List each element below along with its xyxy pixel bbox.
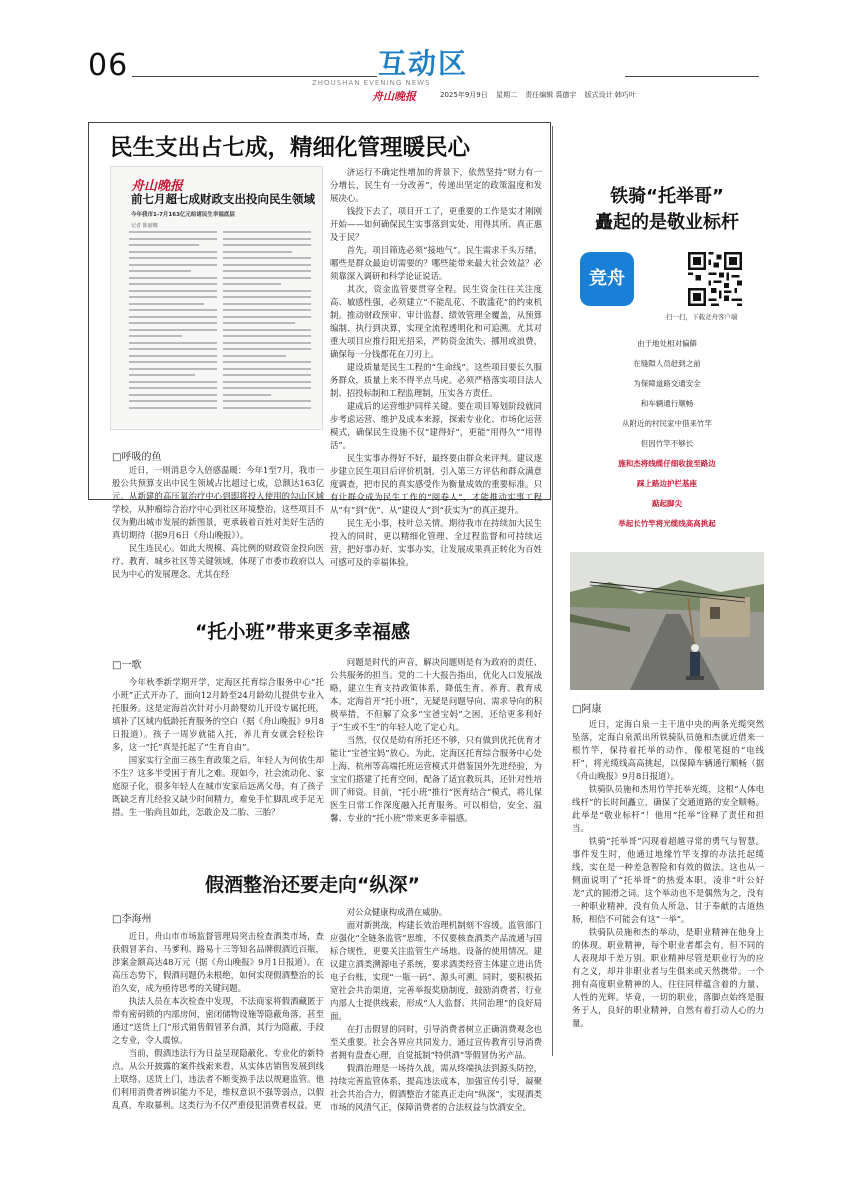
qr-code-icon [688,252,742,306]
issue-info [440,90,642,100]
paragraph: 问题是时代的声音，解决问题则是有为政府的责任、公共服务的担当。党的二十大报告指出，优化人口发展战略，建立生育支持政策体系，降低生育、养育、教育成本。定海首开“托小班”，无疑是问题导向、需求导向的积极举措，不但解了众多“宝爸宝妈”之困，还给更多利好于“生或不生”的年轻人吃了定心丸。 [330,657,542,732]
article2-col2 [330,656,542,825]
clipping-byline: 记者 陈丽娜 [131,223,158,229]
sidebar-title-line2: 矗起的是敬业标杆 [595,212,739,233]
page-number: 06 [88,48,129,83]
paragraph: 钱投下去了，项目开工了，更重要的工作是实才刚刚开始——如何确保民生实事落到实处、用得其所、真正惠及于民？ [330,206,542,242]
paper-logo: 舟山晚报 [372,90,416,103]
article2-col1 [112,676,324,819]
poem-line: 但因竹竿不够长 [640,439,694,448]
poem-line: 从附近的村民家中借来竹竿 [622,419,712,428]
clipping-logo: 舟山晚报 [131,179,184,194]
issue-designer: 版式设计 韩巧叶 [584,91,636,99]
paragraph: 铁骑“托举哥”闪现着超越寻常的勇气与智慧。事件发生时，他通过地缘竹竿支撑的办法托起缆线，实在是一种差急智险和有效的做法。这也从一侧面说明了“托举哥”的热爱本职，凌非“叶公好龙”式的圆滑之词。这个举动也不是偶然为之，没有一种职业精神，没有负人所急、甘于奉献的古道热肠，相信不可能会有这“一举”。 [572,836,764,924]
article3-title: 假酒整治还要走向“纵深” [205,874,420,896]
article1-col1 [112,464,324,581]
paragraph: 面对新挑战，构建长效治理机制刻不容缓。监管部门应强化“全链条监管”思维，不仅要核查酒类产品流通与国标合规性，更要关注监管生产场地、设备的使用情况。建议建立酒类溯源电子系统，要求酒类经营主体建立进出货电子台账，实现“一瓶一码”、源头可溯。同时，要积极拓宽社会共治渠道，完善举报奖励制度，鼓励消费者、行业内部人士提供线索，形成“人人监督、共同治理”的良好局面。 [330,920,542,1021]
paragraph: 对公众健康构成潜在威胁。 [346,907,448,917]
issue-editor: 责任编辑 裘德宇 [525,91,577,99]
poem-line-highlight: 举起长竹竿将光缆线高高挑起 [618,519,716,528]
poem-line: 为保障道路交通安全 [633,379,701,388]
article3-col1 [112,930,324,1112]
paragraph: 近日，定海白泉一主干道中央的两条光缆突然坠落，定海白泉派出所铁骑队员施和杰就近借来一根竹竿，保持着托举的动作，像根笔挺的“电线杆”，将光缆线高高挑起，以保障车辆通行顺畅（据《舟山晚报》9月8日报道）。 [572,719,764,781]
issue-weekday: 星期二 [495,91,517,99]
poem-line: 由于地处相对偏僻 [637,339,697,348]
paragraph: 首先，项目筛选必须“接地气”。民生需求千头万绪，哪些是群众最迫切需要的？哪些能带来最大社会效益？必须靠深入调研和科学论证说话。 [330,245,542,281]
paragraph: 今年秋季新学期开学，定海区托育综合服务中心“托小班”正式开办了，面向12月龄至24月龄幼儿提供专业入托服务。这是定海首次针对小月龄婴幼儿开设专属托班，填补了区域内低龄托育服务的空白（据《舟山晚报》9月8日报道）。孩子一周岁就能入托，养儿育女就会轻松许多，这一“托”真是托起了“生育自由”。 [112,677,324,752]
paragraph: 国家实行全面三孩生育政策之后，年轻人为何依生却不生？这多半受困于育儿之难。现如今，社会流动化、家庭原子化，很多年轻人在城市安家后远离父母，有了孩子既缺乏育儿经验又缺少时间精力，难免手忙脚乱或手足无措。生一胎尚且如此，怎敢企及二胎、三胎？ [112,755,324,817]
paragraph: 假酒治理是一场持久战，需从终端执法到源头防控，持续完善监管体系，提高违法成本，加强宣传引导，凝聚社会共治合力，假酒整治才能真正走向“纵深”，实现酒类市场的风清气正，保障消费者的合法权益与饮酒安全。 [330,1063,542,1112]
clipping-text-column [129,231,217,427]
issue-date: 2025年9月9日 [440,91,488,99]
app-logo-icon: 竞舟 [580,252,634,306]
sidebar-body [572,718,764,1030]
paragraph: 近日，舟山市市场监督管理局突击检查酒类市场，查获假冒茅台、马爹利、路易十三等知名品牌假酒近百瓶，涉案金额高达48万元（据《舟山晚报》9月1日报道）。在高压态势下，假酒问题仍未根绝，如何实现假酒整治的长治久安，成为亟待思考的关键问题。 [112,931,324,993]
clipping-subtitle: 今年我市1-7月163亿元给诸民生幸福底层 [131,212,235,218]
paragraph: 近日，一则消息令人倍感温暖：今年1至7月，我市一般公共预算支出中民生领域占比超过七成，总额达163亿元。从新建的高压氧治疗中心到即将投入使用的勾山区域学校，从肿瘤综合治疗中心到社区环境整治，这些项目不仅为勤出城市发展的新图景，更承载着百姓对美好生活的真切期待（据9月6日《舟山晚报》）。 [112,465,324,540]
header-rule-left [132,76,377,77]
article1-title: 民生支出占七成，精细化管理暖民心 [110,135,471,161]
poem-line: 在缝隙人员赶到之前 [633,359,701,368]
article2-title: “托小班”带来更多幸福感 [195,621,410,643]
poem-line-highlight: 踩上路边护栏基座 [637,479,697,488]
paragraph: 执法人员在本次检查中发现，不法商家将假酒藏匿于带有密码锁的内部房间，密闭储物设施等隐蔽角落，甚至通过“送货上门”形式销售假冒茅台酒，其行为隐蔽，手段之专业，令人震惊。 [112,996,324,1045]
article3-byline: □李海州 [112,914,152,925]
paragraph: 当然，仅仅是幼有所托还不够，只有做到优托优育才能让“宝爸宝妈”放心。为此，定海区托育综合服务中心处上海、杭州等高端托班运营模式并借鉴国外先进经验，为宝宝们搭建了托育空间，配备了适宜教玩具，还针对性培训了师资。目前，“托小班”推行“医育结合”模式，将儿保医生日常工作深度融入托育服务。可以相信，安全、温馨、专业的“托小班”带来更多幸福感。 [330,735,542,823]
poem-line-highlight: 踮起脚尖 [652,499,682,508]
clipping-text-column [223,231,311,427]
header-rule-right [625,76,759,77]
paper-name-en: ZHOUSHAN EVENING NEWS [312,79,431,87]
paragraph: 在打击假冒的同时，引导消费者树立正确消费观念也至关重要。社会各界应共同发力，通过宣传教育引导消费者拥有盘查心理，自觉抵制“特供酒”等假冒伪劣产品。 [330,1024,542,1060]
paragraph: 民生连民心。如此大规模、高比例的财政资金投向医疗、教育、城乡社区等关键领域，体现了市委市政府以人民为中心的发展理念。尤其在经 [112,543,324,579]
article1-col2 [330,166,542,569]
article2-byline: □一歌 [112,660,142,671]
paragraph: 济运行不确定性增加的背景下，依然坚持“财力有一分增长，民生有一分改善”，传递出坚定的政策温度和发展决心。 [330,167,542,203]
qr-caption: 扫一扫，下载竞舟客户端 [666,313,738,321]
article1-byline: □呼吸的鱼 [112,452,162,463]
poem-line: 和车辆通行顺畅 [640,399,694,408]
article1-clipping [110,166,323,430]
poem-line-highlight: 施和杰将线缆仔细收拢至路边 [618,459,716,468]
sidebar-title-line1: 铁骑“托举哥” [610,186,724,207]
paragraph: 铁骑队员施和杰用竹竿托举光缆，这根“人体电线杆”的长时间矗立，确保了交通道路的安全顺畅。此举是“敬业标杆”！他用“托举”诠释了责任和担当。 [572,784,764,833]
paragraph: 其次，资金监管要贯穿全程。民生资金往往关注度高、敏感性强，必须建立“不能乱花、不敢滥花”的约束机制。推动财政预审、审计监督、绩效管理全覆盖，从预算编制、执行到决算，实现全流程透明化和可追溯。尤其对重大项目应推行阳光招采，严防资金流失、挪用或浪费，确保每一分钱都花在刀刃上。 [330,284,542,359]
paragraph: 建设质量是民生工程的“生命线”。这些项目要长久服务群众，质量上来不得半点马虎。必须严格落实项目法人制、招投标制和工程监理制，压实各方责任。 [330,362,542,398]
section-title: 互动区 [378,47,469,80]
paragraph: 建成后的运营维护同样关键。要在项目筹划阶段就同步考虑运营、维护及成本来源，探索专业化、市场化运营模式，确保民生设施不仅“建得好”，更能“用得久”“用得活”。 [330,401,542,450]
clipping-title: 前七月超七成财政支出投向民生领域 [131,192,315,206]
paragraph: 铁骑队员施和杰的举动，是职业精神在他身上的体现。职业精神，每个职业者都会有，但不同的人表现却千差万别。职业精神尽管是职业行为的应有之义，却并非职业者与生俱来或天然携带。一个拥有高度职业精神的人，往往同样蕴含着的力量、人性的光辉。毕竟，一切的职业，落脚点始终是服务于人，良好的职业精神，自然有着打动人心的力量。 [572,927,764,1028]
paragraph: 当前，假酒违法行为日益呈现隐蔽化、专业化的新特点。从公开披露的案件线索来看，从实体店销售发展到线上联络、送货上门，违法者不断变换手法以规避监管。他们利用消费者辨识能力不足，维权意识不强等弱点，以假乱真，牟取暴利。这类行为不仅严重侵犯消费者权益，更 [112,1048,324,1110]
paragraph: 民生无小事，枝叶总关情。期待我市在持续加大民生投入的同时，更以精细化管理、全过程监督和可持续运营，把好事办好、实事办实，让发展成果真正转化为百姓可感可及的幸福体验。 [330,518,542,567]
news-photo [570,552,764,690]
paragraph: 民生实事办得好不好，最终要由群众来评判。建议逐步建立民生项目后评价机制，引入第三方评估和群众满意度调查，把市民的真实感受作为衡量成效的重要标准。只有让群众成为民生工作的“阅卷人”，才能推动实事工程从“有”到“优”、从“建设人”到“获实为”的真正提升。 [330,453,542,515]
sidebar-divider [552,126,553,1056]
article3-col2 [330,906,542,1114]
sidebar-byline: □阿康 [572,704,602,715]
